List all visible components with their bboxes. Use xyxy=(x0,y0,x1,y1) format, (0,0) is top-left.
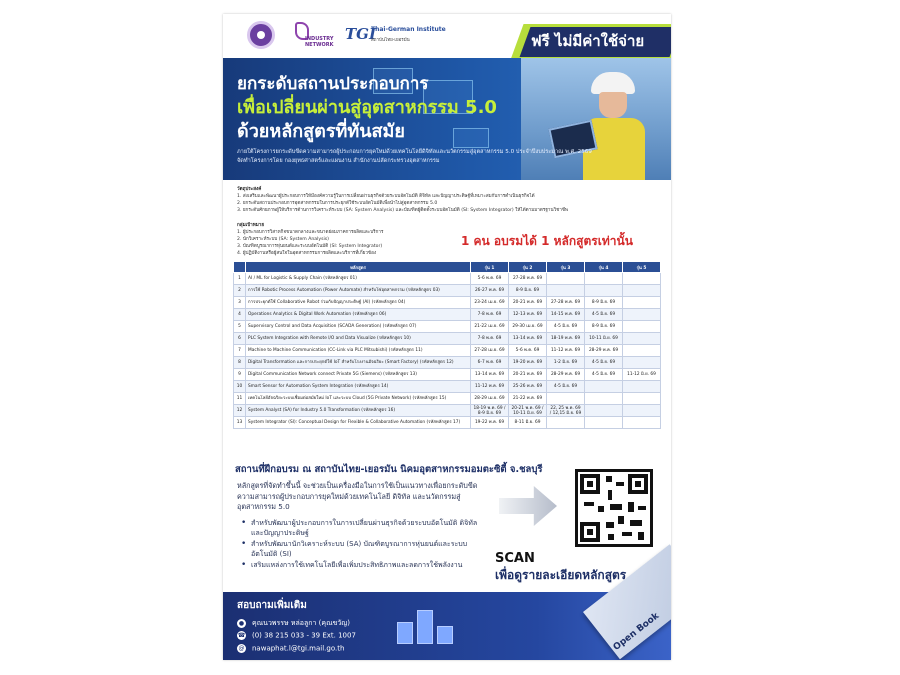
contact-email-row[interactable] xyxy=(237,644,344,653)
phone-icon: ☎ xyxy=(237,632,246,639)
hero-banner xyxy=(223,58,671,180)
session-date xyxy=(623,297,661,309)
venue-heading: สถานที่ฝึกอบรม ณ สถาบันไทย-เยอรมัน นิคมอุตสาหกรรมอมตะซิตี้ จ.ชลบุรี xyxy=(235,464,543,475)
table-header-cell: รุ่น 1 xyxy=(471,262,509,273)
session-date: 1-2 มิ.ย. 69 xyxy=(547,357,585,369)
course-name: PLC System Integration with Remote I/O and Data Visualize (รหัสหลักสูตร 10) xyxy=(246,333,471,345)
table-header-cell: รุ่น 5 xyxy=(623,262,661,273)
contact-person-row xyxy=(237,618,350,629)
session-date: 20-21 พ.ค. 69 xyxy=(509,297,547,309)
session-date: 20-21 พ.ค. 69 / 10-11 มิ.ย. 69 xyxy=(509,405,547,417)
scan-sublabel: เพื่อดูรายละเอียดหลักสูตร xyxy=(495,568,627,582)
session-date xyxy=(623,345,661,357)
target-item: 4. ผู้ปฏิบัติงานหรือผู้สนใจในอุตสาหกรรมการผลิตและบริการที่เกี่ยวข้อง xyxy=(237,251,377,256)
qr-code[interactable] xyxy=(575,469,653,547)
course-name: Machine to Machine Communication (CC-Link via PLC Mitsubishi) (รหัสหลักสูตร 11) xyxy=(246,345,471,357)
objective-item: 3. ยกระดับศักยภาพผู้ให้บริการด้านการวิเคราะห์ระบบ (SA: System Analysis) และบัณฑิตผู้ติดตั้งระบบอัตโนมัติ (SI: System Integrator) ให้ได้ตามมาตรฐานวิชาชีพ xyxy=(237,208,569,213)
hero-title-line3: ด้วยหลักสูตรที่ทันสมัย xyxy=(237,121,405,142)
qr-finder-icon xyxy=(580,522,600,542)
course-name: System Integrator (SI): Conceptual Design for Flexible & Collaborative Automation (รหัสหลักสูตร 17) xyxy=(246,417,471,429)
industry-network-text: INDUSTRY NETWORK xyxy=(305,36,334,48)
session-date: 7-8 พ.ค. 69 xyxy=(471,333,509,345)
session-date: 28-29 พ.ค. 69 xyxy=(547,369,585,381)
table-row xyxy=(234,273,661,285)
session-date: 28-29 เม.ย. 69 xyxy=(471,393,509,405)
objective-item: 1. ส่งเสริมและพัฒนาผู้ประกอบการให้มีองค์ความรู้ในการเปลี่ยนผ่านธุรกิจด้วยระบบอัตโนมัติ ดิจิทัล และปัญญาประดิษฐ์ที่เหมาะสมกับการดำเนินธุรกิจได้ xyxy=(237,194,535,199)
benefit-item: • สำหรับพัฒนานักวิเคราะห์ระบบ (SA) บัณฑิตบูรณาการหุ่นยนต์และระบบอัตโนมัติ (SI) xyxy=(241,539,481,559)
session-date: 4-5 มิ.ย. 69 xyxy=(547,321,585,333)
tgi-logo xyxy=(345,23,465,49)
tgi-mark: TGI xyxy=(345,25,376,43)
session-date: 8-11 มิ.ย. 69 xyxy=(509,417,547,429)
course-name: System Analyst (SA) for Industry 5.0 Transformation (รหัสหลักสูตร 16) xyxy=(246,405,471,417)
course-name: Smart Sensor for Automation System Integration (รหัสหลักสูตร 14) xyxy=(246,381,471,393)
table-row xyxy=(234,393,661,405)
session-date xyxy=(623,357,661,369)
table-header-cell: รุ่น 4 xyxy=(585,262,623,273)
row-number: 7 xyxy=(234,345,246,357)
industry-network-logo xyxy=(293,22,333,50)
row-number: 13 xyxy=(234,417,246,429)
session-date: 25-26 พ.ค. 69 xyxy=(509,381,547,393)
contact-person: คุณนวพรรษ หล่อลูกา (คุณขวัญ) xyxy=(252,619,350,627)
objectives-heading: วัตถุประสงค์ xyxy=(237,187,262,192)
session-date: 23-24 เม.ย. 69 xyxy=(471,297,509,309)
session-date: 22, 25 พ.ค. 69 / 12,15 มิ.ย. 69 xyxy=(547,405,585,417)
poster xyxy=(223,14,671,660)
person-icon: ● xyxy=(238,620,245,627)
session-date xyxy=(623,393,661,405)
schedule-table xyxy=(233,261,661,429)
hero-title-line2: เพื่อเปลี่ยนผ่านสู่อุตสาหกรรม 5.0 xyxy=(237,97,497,118)
session-date: 4-5 มิ.ย. 69 xyxy=(547,381,585,393)
benefit-item: • เสริมแหล่งการใช้เทคโนโลยีเพื่อเพิ่มประสิทธิภาพและลดการใช้พลังงาน xyxy=(241,560,481,570)
ministry-seal-logo xyxy=(247,21,275,49)
row-number: 11 xyxy=(234,393,246,405)
objectives-section xyxy=(237,186,657,214)
table-row xyxy=(234,309,661,321)
tgi-subname: สถาบันไทย-เยอรมัน xyxy=(371,38,410,43)
session-date: 8-9 มิ.ย. 69 xyxy=(509,285,547,297)
email-icon: @ xyxy=(238,645,245,652)
course-name: Supervisory Control and Data Acquisition (SCADA Generation) (รหัสหลักสูตร 07) xyxy=(246,321,471,333)
session-date: 8-9 มิ.ย. 69 xyxy=(585,297,623,309)
targets-section xyxy=(237,222,457,257)
session-date xyxy=(547,285,585,297)
session-date: 19-22 พ.ค. 69 xyxy=(471,417,509,429)
table-body xyxy=(234,273,661,429)
session-date: 20-21 พ.ค. 69 xyxy=(509,369,547,381)
session-date: 5-6 พ.ค. 69 xyxy=(471,273,509,285)
logo-bar xyxy=(223,14,671,58)
row-number: 1 xyxy=(234,273,246,285)
session-date: 6-7 พ.ค. 69 xyxy=(471,357,509,369)
scan-label: SCAN xyxy=(495,551,535,566)
table-header-row xyxy=(234,262,661,273)
target-item: 2. นักวิเคราะห์ระบบ (SA: System Analysis) xyxy=(237,237,329,242)
table-row xyxy=(234,285,661,297)
row-number: 9 xyxy=(234,369,246,381)
session-date: 21-22 เม.ย. 69 xyxy=(471,321,509,333)
row-number: 8 xyxy=(234,357,246,369)
table-header-cell: หลักสูตร xyxy=(246,262,471,273)
session-date xyxy=(585,273,623,285)
table-row xyxy=(234,333,661,345)
table-row xyxy=(234,417,661,429)
session-date: 4-5 มิ.ย. 69 xyxy=(585,369,623,381)
row-number: 12 xyxy=(234,405,246,417)
course-name: การประยุกต์ใช้ Collaborative Robot ร่วมกับปัญญาประดิษฐ์ (AI) (รหัสหลักสูตร 04) xyxy=(246,297,471,309)
session-date xyxy=(623,381,661,393)
session-date: 7-8 พ.ค. 69 xyxy=(471,309,509,321)
session-date: 19-20 พ.ค. 69 xyxy=(509,357,547,369)
row-number: 5 xyxy=(234,321,246,333)
qr-finder-icon xyxy=(628,474,648,494)
open-book-label: Open Book xyxy=(611,611,662,653)
table-row xyxy=(234,321,661,333)
session-date: 11-12 มิ.ย. 69 xyxy=(623,369,661,381)
table-row xyxy=(234,381,661,393)
about-paragraph: หลักสูตรที่จัดทำขึ้นนี้ จะช่วยเป็นเครื่องมือในการใช้เป็นแนวทางเพื่อยกระดับขีดความสามารถผู้ประกอบการยุคใหม่ด้วยเทคโนโลยี ดิจิทัล และนวัตกรรมสู่อุตสาหกรรม 5.0 xyxy=(237,481,478,511)
target-item: 3. บัณฑิตบูรณาการหุ่นยนต์และระบบอัตโนมัติ (SI: System Integrator) xyxy=(237,244,383,249)
target-item: 1. ผู้ประกอบการวิสาหกิจขนาดกลางและขนาดย่อมภาคการผลิตและบริการ xyxy=(237,230,384,235)
benefit-item: • สำหรับพัฒนาผู้ประกอบการในการเปลี่ยนผ่านธุรกิจด้วยระบบอัตโนมัติ ดิจิทัล และปัญญาประดิษฐ์ xyxy=(241,518,481,538)
session-date: 11-12 พ.ค. 69 xyxy=(547,345,585,357)
table-header-cell xyxy=(234,262,246,273)
session-date xyxy=(547,273,585,285)
session-date: 27-28 เม.ย. 69 xyxy=(471,345,509,357)
contact-phone-row[interactable] xyxy=(237,631,356,640)
session-date: 21-22 พ.ค. 69 xyxy=(509,393,547,405)
row-number: 4 xyxy=(234,309,246,321)
session-date: 10-11 มิ.ย. 69 xyxy=(585,333,623,345)
session-date xyxy=(623,309,661,321)
session-date: 27-28 พ.ค. 69 xyxy=(547,297,585,309)
session-date: 18-19 พ.ค. 69 xyxy=(547,333,585,345)
table-row xyxy=(234,297,661,309)
session-date xyxy=(585,405,623,417)
hero-description: ภายใต้โครงการยกระดับขีดความสามารถผู้ประกอบการยุคใหม่ด้วยเทคโนโลยีดิจิทัลและนวัตกรรมสู่อุตสาหกรรม 5.0 ประจำปีงบประมาณ พ.ศ. 2569 จัดทำโครงการโดย กองยุทธศาสตร์และแผนงาน สำนักงานปลัดกระทรวงอุตสาหกรรม xyxy=(237,149,592,164)
table-header-cell: รุ่น 2 xyxy=(509,262,547,273)
session-date: 5-6 พ.ค. 69 xyxy=(509,345,547,357)
session-date: 4-5 มิ.ย. 69 xyxy=(585,357,623,369)
session-date: 12-13 พ.ค. 69 xyxy=(509,309,547,321)
contact-email: nawaphat.l@tgi.mail.go.th xyxy=(252,644,345,653)
session-date xyxy=(547,417,585,429)
session-date xyxy=(623,417,661,429)
qr-finder-icon xyxy=(580,474,600,494)
session-date: 29-30 เม.ย. 69 xyxy=(509,321,547,333)
session-date: 28-29 พ.ค. 69 xyxy=(585,345,623,357)
promo-text: 1 คน อบรมได้ 1 หลักสูตรเท่านั้น xyxy=(461,234,633,248)
session-date xyxy=(585,417,623,429)
arrow-icon xyxy=(499,486,557,526)
session-date: 13-14 พ.ค. 69 xyxy=(509,333,547,345)
session-date xyxy=(623,285,661,297)
session-date xyxy=(623,333,661,345)
tgi-name: Thai-German Institute xyxy=(371,26,446,33)
session-date xyxy=(547,393,585,405)
course-name: Digital Communication Network connect Private 5G (Siemens) (รหัสหลักสูตร 13) xyxy=(246,369,471,381)
session-date: 14-15 พ.ค. 69 xyxy=(547,309,585,321)
session-date xyxy=(623,405,661,417)
course-name: เทคโนโลยีอัจฉริยะระบบเชื่อมต่อสมัยใหม่ IoT และระบบ Cloud (5G Private Network) (รหัสหลักสูตร 15) xyxy=(246,393,471,405)
table-row xyxy=(234,357,661,369)
session-date: 8-9 มิ.ย. 69 xyxy=(585,321,623,333)
table-header-cell: รุ่น 3 xyxy=(547,262,585,273)
session-date: 13-14 พ.ค. 69 xyxy=(471,369,509,381)
session-date: 27-28 พ.ค. 69 xyxy=(509,273,547,285)
session-date xyxy=(585,285,623,297)
session-date xyxy=(623,273,661,285)
objective-item: 2. ยกระดับสถานประกอบการอุตสาหกรรมในการประยุกต์ใช้ระบบอัตโนมัติเพื่อนำไปสู่อุตสาหกรรม 5.0 xyxy=(237,201,438,206)
table-row xyxy=(234,345,661,357)
row-number: 2 xyxy=(234,285,246,297)
free-label: ฟรี ไม่มีค่าใช้จ่าย xyxy=(531,32,645,50)
session-date: 26-27 พ.ค. 69 xyxy=(471,285,509,297)
session-date: 18-19 พ.ค. 69 / 8-9 มิ.ย. 69 xyxy=(471,405,509,417)
contact-phone: (0) 38 215 033 - 39 Ext. 1007 xyxy=(252,631,356,640)
course-name: AI / ML for Logistic & Supply Chain (รหัสหลักสูตร 01) xyxy=(246,273,471,285)
hologram-panel-icon xyxy=(453,128,489,148)
row-number: 6 xyxy=(234,333,246,345)
session-date xyxy=(585,393,623,405)
targets-heading: กลุ่มเป้าหมาย xyxy=(237,223,265,228)
session-date xyxy=(585,381,623,393)
table-row xyxy=(234,405,661,417)
session-date: 4-5 มิ.ย. 69 xyxy=(585,309,623,321)
table-row xyxy=(234,369,661,381)
row-number: 10 xyxy=(234,381,246,393)
course-name: Digital Transformation และการประยุกต์ใช้ IoT สำหรับโรงงานอัจฉริยะ (Smart Factory) (รหัสหลักสูตร 12) xyxy=(246,357,471,369)
course-name: Operations Analytics & Digital Work Automation (รหัสหลักสูตร 06) xyxy=(246,309,471,321)
course-name: การใช้ Robotic Process Automation (Power Automate) สำหรับโซ่อุตสาหกรรม (รหัสหลักสูตร 03) xyxy=(246,285,471,297)
face-shape xyxy=(599,92,627,118)
row-number: 3 xyxy=(234,297,246,309)
session-date: 11-12 พ.ค. 69 xyxy=(471,381,509,393)
helmet-shape xyxy=(591,72,635,94)
session-date xyxy=(623,321,661,333)
isometric-illustration xyxy=(393,604,463,654)
benefit-list xyxy=(241,518,481,571)
contact-title: สอบถามเพิ่มเติม xyxy=(237,600,307,611)
hero-title-line1: ยกระดับสถานประกอบการ xyxy=(237,74,429,94)
